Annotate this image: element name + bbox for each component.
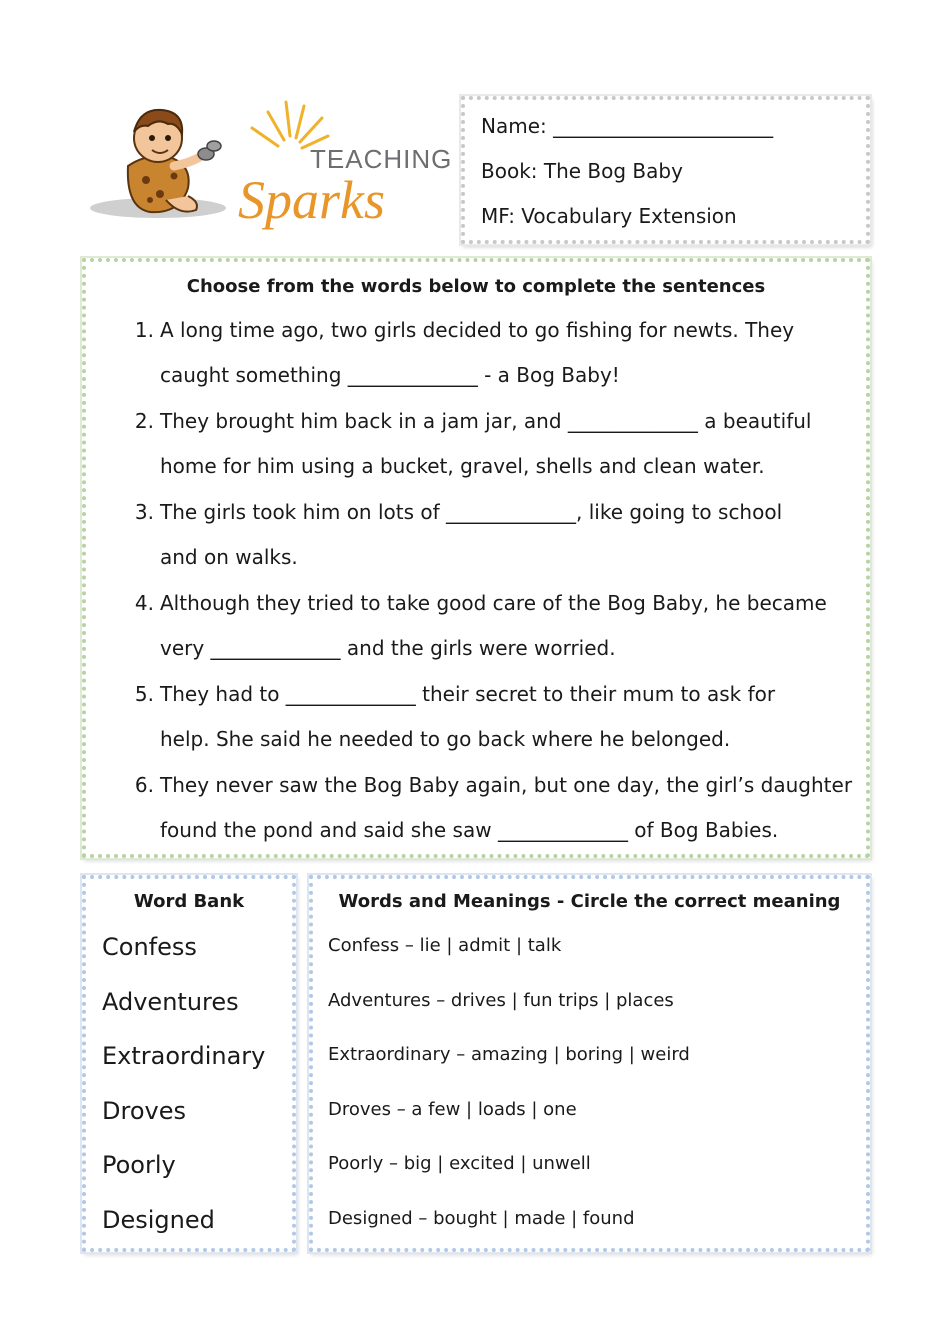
mf-label: MF: Vocabulary Extension	[481, 204, 737, 228]
sentence-line: caught something _____________ - a Bog Baby!	[160, 363, 620, 387]
sentence-number: 3.	[134, 500, 154, 524]
sentence-line: They never saw the Bog Baby again, but one day, the girl’s daughter	[160, 773, 853, 797]
sentence-line: very _____________ and the girls were worried.	[160, 636, 616, 660]
sentence-number: 2.	[134, 409, 154, 433]
word-bank-item: Adventures	[102, 988, 239, 1016]
sentence-line: They brought him back in a jam jar, and _____________ a beautiful	[160, 409, 812, 433]
word-bank-item: Droves	[102, 1097, 186, 1125]
meaning-item[interactable]: Designed – bought | made | found	[328, 1208, 635, 1229]
meanings-section	[309, 875, 870, 1252]
sentence-number: 4.	[134, 591, 154, 615]
sentence-line: The girls took him on lots of _____________, like going to school	[160, 500, 783, 524]
word-bank-section	[82, 875, 296, 1252]
student-info-box	[461, 96, 870, 244]
meanings-heading: Words and Meanings - Circle the correct meaning	[338, 891, 841, 912]
sentence-line: home for him using a bucket, gravel, shells and clean water.	[160, 454, 765, 478]
sentence-line: Although they tried to take good care of the Bog Baby, he became	[160, 591, 827, 615]
caveman-mascot-icon	[88, 96, 450, 242]
sentence-number: 1.	[134, 318, 154, 342]
sentence-number: 6.	[134, 773, 154, 797]
word-bank-heading: Word Bank	[133, 891, 245, 912]
meaning-item[interactable]: Adventures – drives | fun trips | places	[328, 990, 674, 1011]
name-line	[481, 114, 773, 138]
meaning-item[interactable]: Poorly – big | excited | unwell	[328, 1153, 591, 1174]
meaning-item[interactable]: Extraordinary – amazing | boring | weird	[328, 1044, 690, 1065]
word-bank-item: Confess	[102, 933, 197, 961]
name-label: Name:	[481, 114, 547, 138]
name-field[interactable]: ______________________	[553, 114, 774, 138]
meaning-item[interactable]: Droves – a few | loads | one	[328, 1099, 577, 1120]
word-bank-item: Poorly	[102, 1151, 176, 1179]
sentences-heading: Choose from the words below to complete the sentences	[186, 276, 766, 297]
sentence-line: found the pond and said she saw _____________ of Bog Babies.	[160, 818, 779, 842]
sentence-line: and on walks.	[160, 545, 298, 569]
sentence-line: help. She said he needed to go back where he belonged.	[160, 727, 731, 751]
book-title: Book: The Bog Baby	[481, 159, 683, 183]
logo-line1: TEACHING	[310, 144, 450, 174]
teaching-sparks-logo	[88, 96, 450, 242]
sentence-line: A long time ago, two girls decided to go fishing for newts. They	[160, 318, 795, 342]
sentence-line: They had to _____________ their secret to their mum to ask for	[160, 682, 776, 706]
sentences-section	[82, 258, 870, 858]
logo-line2: Sparks	[238, 170, 385, 230]
word-bank-item: Designed	[102, 1206, 215, 1234]
sentence-number: 5.	[134, 682, 154, 706]
meaning-item[interactable]: Confess – lie | admit | talk	[328, 935, 562, 956]
word-bank-item: Extraordinary	[102, 1042, 266, 1070]
